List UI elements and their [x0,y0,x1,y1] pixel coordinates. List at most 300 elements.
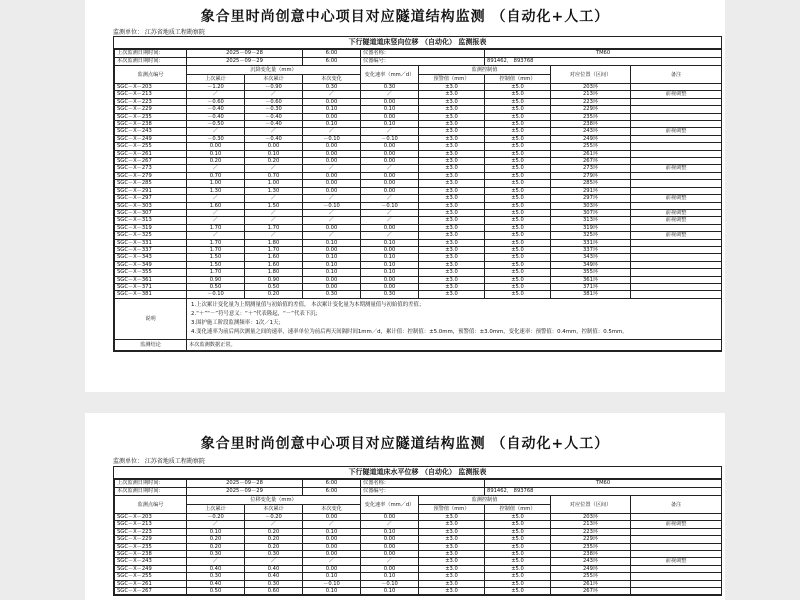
remark [631,202,722,209]
table-row [115,91,722,98]
note-line: 1.上次累计变化量为上期测量值与初始值的差值， 本次累计变化量为本期测量值与初始值的差值； [191,301,425,308]
change-rate: ／ [361,558,419,565]
table-row [115,150,722,157]
last-cumulative: －0.30 [187,135,245,142]
remark: 前视调整 [631,209,722,216]
ring-position: 229环 [551,536,631,543]
this-change: ／ [303,165,361,172]
ring-position: 255环 [551,573,631,580]
warning-value: ±3.0 [419,276,485,283]
this-cumulative: 0.40 [245,565,303,572]
warning-value: ±3.0 [419,536,485,543]
point-id: SGC－X－371 [115,283,187,290]
header-warning: 预警值（mm） [419,75,485,84]
ring-position: 249环 [551,135,631,142]
this-cumulative: 0.00 [245,143,303,150]
ring-position: 249环 [551,565,631,572]
this-change: 0.10 [303,121,361,128]
this-change: ／ [303,558,361,565]
last-cumulative: 1.50 [187,261,245,268]
table-row [115,291,722,298]
point-id: SGC－X－229 [115,536,187,543]
change-rate: 0.00 [361,551,419,558]
ring-position: 203环 [551,514,631,521]
change-rate: ／ [361,232,419,239]
last-cumulative: －0.40 [187,113,245,120]
this-cumulative: 1.60 [245,254,303,261]
table-row [115,165,722,172]
remark [631,158,722,165]
point-id: SGC－X－238 [115,121,187,128]
report-page-horizontal [85,413,725,600]
last-cumulative: 1.00 [187,180,245,187]
table-row [115,172,722,179]
header-last-cum: 上次累计 [187,505,245,514]
warning-value: ±3.0 [419,209,485,216]
this-change: ／ [303,209,361,216]
control-value: ±5.0 [485,543,551,550]
warning-value: ±3.0 [419,224,485,231]
last-cumulative: 1.70 [187,269,245,276]
control-value: ±5.0 [485,113,551,120]
report-title: 象合里时尚创意中心项目对应隧道结构监测 （自动化+人工） [200,9,610,25]
point-id: SGC－X－249 [115,565,187,572]
table-row [115,573,722,580]
warning-value: ±3.0 [419,143,485,150]
last-cumulative: －0.20 [187,514,245,521]
last-cumulative: 0.50 [187,283,245,290]
this-change: 0.30 [303,84,361,91]
note-line: 4.变化速率为前后两次测量之间的速率，速率单位为前后两天间隔时间1mm／d，累计值：控制值：±5.0mm，预警值：±3.0mm，变化速率：预警值：0.4mm，控制值：0.5mm。 [191,328,628,335]
header-remark: 备注 [631,496,722,514]
change-rate: ／ [361,217,419,224]
ring-position: 273环 [551,165,631,172]
last-cumulative: 0.30 [187,551,245,558]
point-id: SGC－X－235 [115,113,187,120]
meta-row-last [115,480,722,488]
remark [631,113,722,120]
point-id: SGC－X－223 [115,528,187,535]
last-cumulative: 1.50 [187,254,245,261]
meta-row-this [115,58,722,66]
table-row [115,106,722,113]
last-cumulative: 0.10 [187,150,245,157]
remark [631,143,722,150]
remark [631,150,722,157]
header-row-1 [115,496,722,505]
this-cumulative: －0.30 [245,106,303,113]
warning-value: ±3.0 [419,291,485,298]
instrument-name: TM60 [485,50,722,58]
change-rate: 0.10 [361,261,419,268]
warning-value: ±3.0 [419,135,485,142]
this-change: 0.00 [303,187,361,194]
table-row [115,276,722,283]
control-value: ±5.0 [485,565,551,572]
warning-value: ±3.0 [419,558,485,565]
point-id: SGC－X－243 [115,558,187,565]
table-row [115,158,722,165]
this-cumulative: 0.20 [245,158,303,165]
last-date: 2025－09－28 [187,50,303,58]
ring-position: 223环 [551,98,631,105]
remark [631,172,722,179]
change-rate: 0.00 [361,172,419,179]
ring-position: 267环 [551,588,631,595]
change-rate: 0.00 [361,187,419,194]
warning-value: ±3.0 [419,565,485,572]
warning-value: ±3.0 [419,254,485,261]
last-date-label: 上次监测日期时间： [115,50,187,58]
last-cumulative: －1.20 [187,84,245,91]
warning-value: ±3.0 [419,158,485,165]
last-cumulative: 1.70 [187,246,245,253]
this-change: 0.10 [303,239,361,246]
table-row [115,558,722,565]
ring-position: 243环 [551,128,631,135]
note-line: 2.“＋”“－”符号意义：“＋”代表隆起，“－”代表下沉； [191,310,321,317]
change-rate: 0.00 [361,224,419,231]
remark [631,98,722,105]
control-value: ±5.0 [485,180,551,187]
change-rate: 0.00 [361,143,419,150]
point-id: SGC－X－355 [115,269,187,276]
last-time: 6:00 [303,480,361,488]
header-control-group: 监测控制值 [419,66,551,75]
this-change: 0.00 [303,180,361,187]
control-value: ±5.0 [485,202,551,209]
ring-position: 223环 [551,528,631,535]
control-value: ±5.0 [485,128,551,135]
warning-value: ±3.0 [419,128,485,135]
control-value: ±5.0 [485,536,551,543]
instrument-name-label: 仪器名称： [361,50,485,58]
control-value: ±5.0 [485,143,551,150]
warning-value: ±3.0 [419,573,485,580]
warning-value: ±3.0 [419,217,485,224]
point-id: SGC－X－261 [115,150,187,157]
remark [631,514,722,521]
header-position: 对应位置（区间） [551,66,631,84]
warning-value: ±3.0 [419,98,485,105]
last-cumulative: －0.40 [187,106,245,113]
this-change: ／ [303,521,361,528]
report-subtitle: 下行隧道道床水平位移 （自动化） 监测报表 [114,467,721,479]
change-rate: 0.10 [361,239,419,246]
horizontal-data-rows [115,514,722,595]
point-id: SGC－X－267 [115,588,187,595]
control-value: ±5.0 [485,239,551,246]
control-value: ±5.0 [485,209,551,216]
table-row [115,232,722,239]
control-value: ±5.0 [485,558,551,565]
remark [631,246,722,253]
last-cumulative: 0.90 [187,276,245,283]
table-row [115,128,722,135]
table-row [115,283,722,290]
report-sheet [113,36,722,352]
this-change: 0.00 [303,158,361,165]
remark [631,180,722,187]
control-value: ±5.0 [485,106,551,113]
header-this-cum: 本次累计 [245,505,303,514]
this-change: 0.00 [303,514,361,521]
header-control: 控制值（mm） [485,505,551,514]
point-id: SGC－X－255 [115,143,187,150]
header-horiz-group: 位移变化量（mm） [187,496,361,505]
this-change: 0.00 [303,224,361,231]
warning-value: ±3.0 [419,113,485,120]
conclusion-row [115,339,722,350]
this-change: 0.00 [303,276,361,283]
conclusion-text: 本次监测数据正常。 [187,339,722,350]
remark: 前视调整 [631,217,722,224]
ring-position: 203环 [551,84,631,91]
change-rate: ／ [361,195,419,202]
table-row [115,588,722,595]
change-rate: 0.00 [361,565,419,572]
remark: 前视调整 [631,195,722,202]
this-cumulative: ／ [245,521,303,528]
control-value: ±5.0 [485,246,551,253]
ring-position: 291环 [551,187,631,194]
control-value: ±5.0 [485,150,551,157]
last-date-label: 上次监测日期时间： [115,480,187,488]
last-cumulative: ／ [187,128,245,135]
warning-value: ±3.0 [419,261,485,268]
point-id: SGC－X－303 [115,202,187,209]
point-id: SGC－X－307 [115,209,187,216]
last-cumulative: ／ [187,165,245,172]
last-cumulative: ／ [187,217,245,224]
table-row [115,224,722,231]
remark [631,565,722,572]
control-value: ±5.0 [485,232,551,239]
control-value: ±5.0 [485,254,551,261]
change-rate: 0.00 [361,283,419,290]
notes-label: 说明 [115,298,187,339]
last-cumulative: ／ [187,91,245,98]
control-value: ±5.0 [485,573,551,580]
table-row [115,528,722,535]
table-row [115,543,722,550]
table-row [115,187,722,194]
this-date-label: 本次监测日期时间： [115,488,187,496]
change-rate: 0.10 [361,106,419,113]
ring-position: 235环 [551,113,631,120]
change-rate: 0.00 [361,150,419,157]
change-rate: 0.00 [361,536,419,543]
point-id: SGC－X－238 [115,551,187,558]
this-cumulative: 1.70 [245,246,303,253]
remark [631,283,722,290]
control-value: ±5.0 [485,98,551,105]
remark [631,239,722,246]
control-value: ±5.0 [485,551,551,558]
point-id: SGC－X－229 [115,106,187,113]
remark: 前视调整 [631,91,722,98]
last-cumulative: ／ [187,209,245,216]
remark: 前视调整 [631,521,722,528]
this-change: 0.00 [303,283,361,290]
last-cumulative: 0.20 [187,158,245,165]
this-change: ／ [303,128,361,135]
instrument-no: 891462， 893768 [485,58,722,66]
this-cumulative: 1.80 [245,239,303,246]
change-rate: －0.10 [361,202,419,209]
control-value: ±5.0 [485,91,551,98]
this-cumulative: 0.20 [245,543,303,550]
control-value: ±5.0 [485,172,551,179]
table-row [115,84,722,91]
table-row [115,261,722,268]
last-cumulative: 0.20 [187,536,245,543]
report-page-vertical [85,0,725,392]
remark [631,224,722,231]
last-cumulative: 0.10 [187,528,245,535]
table-row [115,98,722,105]
change-rate: ／ [361,209,419,216]
warning-value: ±3.0 [419,246,485,253]
notes-text [187,298,722,339]
last-cumulative: 0.40 [187,565,245,572]
this-cumulative: ／ [245,128,303,135]
ring-position: 255环 [551,143,631,150]
remark [631,106,722,113]
change-rate: 0.00 [361,98,419,105]
this-cumulative: ／ [245,165,303,172]
last-cumulative: 0.30 [187,573,245,580]
table-row [115,180,722,187]
remark [631,551,722,558]
this-change: －0.10 [303,580,361,587]
this-change: 0.10 [303,269,361,276]
remark [631,573,722,580]
table-row [115,121,722,128]
horizontal-displacement-table [114,479,722,595]
control-value: ±5.0 [485,84,551,91]
change-rate: ／ [361,165,419,172]
this-change: －0.10 [303,202,361,209]
control-value: ±5.0 [485,291,551,298]
last-cumulative: 0.20 [187,543,245,550]
this-change: 0.10 [303,106,361,113]
header-point: 监测点编号 [115,66,187,84]
header-this-cum: 本次累计 [245,75,303,84]
change-rate: 0.10 [361,269,419,276]
change-rate: 0.00 [361,514,419,521]
control-value: ±5.0 [485,269,551,276]
remark [631,528,722,535]
warning-value: ±3.0 [419,180,485,187]
table-row [115,135,722,142]
warning-value: ±3.0 [419,195,485,202]
point-id: SGC－X－291 [115,187,187,194]
this-cumulative: 1.00 [245,180,303,187]
this-cumulative: －0.20 [245,514,303,521]
remark: 前视调整 [631,558,722,565]
this-date: 2025－09－29 [187,58,303,66]
remark: 前视调整 [631,232,722,239]
change-rate: 0.00 [361,180,419,187]
last-date: 2025－09－28 [187,480,303,488]
change-rate: 0.10 [361,254,419,261]
last-cumulative: ／ [187,232,245,239]
ring-position: 331环 [551,239,631,246]
this-cumulative: －0.40 [245,113,303,120]
table-row [115,246,722,253]
remark [631,269,722,276]
this-change: 0.00 [303,98,361,105]
point-id: SGC－X－325 [115,232,187,239]
last-cumulative: －0.50 [187,121,245,128]
ring-position: 349环 [551,261,631,268]
this-cumulative: 0.20 [245,291,303,298]
this-cumulative: 0.40 [245,573,303,580]
table-row [115,514,722,521]
last-cumulative: ／ [187,521,245,528]
warning-value: ±3.0 [419,187,485,194]
last-cumulative: 0.40 [187,580,245,587]
ring-position: 361环 [551,276,631,283]
ring-position: 307环 [551,209,631,216]
warning-value: ±3.0 [419,232,485,239]
ring-position: 297环 [551,195,631,202]
ring-position: 238环 [551,121,631,128]
this-cumulative: 0.50 [245,283,303,290]
header-remark: 备注 [631,66,722,84]
this-cumulative: ／ [245,195,303,202]
point-id: SGC－X－203 [115,84,187,91]
note-line: 3.围护施工阶段监测频率：1次／1天； [191,319,284,326]
control-value: ±5.0 [485,588,551,595]
control-value: ±5.0 [485,135,551,142]
instrument-name: TM60 [485,480,722,488]
warning-value: ±3.0 [419,283,485,290]
point-id: SGC－X－255 [115,573,187,580]
point-id: SGC－X－267 [115,158,187,165]
change-rate: －0.10 [361,580,419,587]
change-rate: －0.10 [361,135,419,142]
remark [631,580,722,587]
header-this-change: 本次变化 [303,75,361,84]
conclusion-label: 监测结论 [115,339,187,350]
header-position: 对应位置（区间） [551,496,631,514]
table-row [115,521,722,528]
this-change: －0.10 [303,135,361,142]
this-cumulative: ／ [245,558,303,565]
table-row [115,202,722,209]
this-change: 0.00 [303,536,361,543]
warning-value: ±3.0 [419,165,485,172]
table-row [115,551,722,558]
this-change: 0.10 [303,588,361,595]
last-cumulative: 1.30 [187,187,245,194]
remark [631,135,722,142]
this-change: 0.10 [303,254,361,261]
header-row-1 [115,66,722,75]
table-row [115,254,722,261]
this-change: 0.00 [303,551,361,558]
warning-value: ±3.0 [419,150,485,157]
this-cumulative: 0.10 [245,150,303,157]
point-id: SGC－X－261 [115,580,187,587]
warning-value: ±3.0 [419,588,485,595]
last-time: 6:00 [303,50,361,58]
remark [631,261,722,268]
point-id: SGC－X－249 [115,135,187,142]
ring-position: 235环 [551,543,631,550]
